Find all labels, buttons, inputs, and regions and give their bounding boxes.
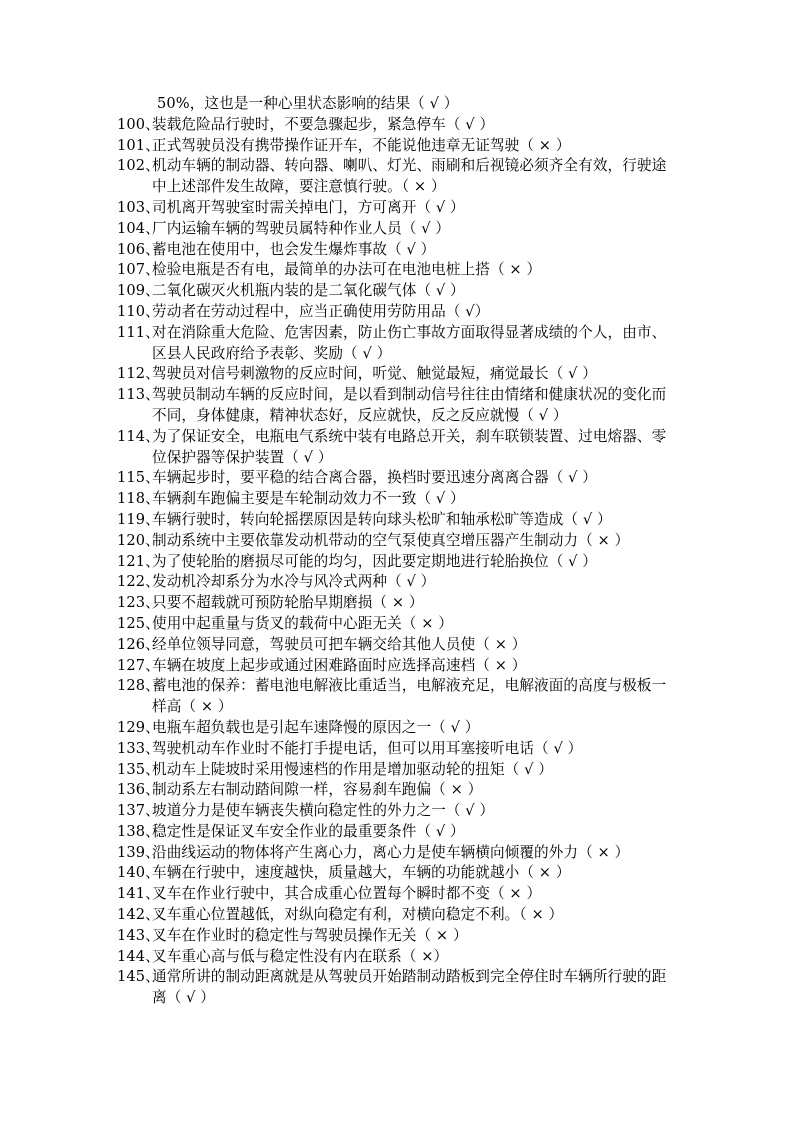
item-text: 通常所讲的制动距离就是从驾驶员开始踏制动踏板到完全停住时车辆所行驶的距离（ √ ） <box>152 968 667 1007</box>
item-text: 稳定性是保证叉车安全作业的最重要条件（ √ ） <box>152 822 465 840</box>
item-number: 100、 <box>117 115 160 133</box>
item-text: 车辆起步时，要平稳的结合离合器，换档时要迅速分离离合器（ √ ） <box>152 469 597 487</box>
item-number: 111、 <box>117 323 160 341</box>
item-number: 101、 <box>117 136 160 154</box>
list-item <box>117 115 677 136</box>
list-item <box>117 947 677 968</box>
item-number: 112、 <box>117 365 160 383</box>
list-item <box>117 156 677 198</box>
item-number: 143、 <box>117 926 160 944</box>
item-text: 为了保证安全，电瓶电气系统中装有电路总开关，刹车联锁装置、过电熔器、零位保护器等保护装置（ √ ） <box>152 427 667 466</box>
item-number: 137、 <box>117 802 160 820</box>
item-number: 109、 <box>117 282 160 300</box>
list-item <box>117 489 677 510</box>
list-item <box>117 468 677 489</box>
item-number: 128、 <box>117 677 160 695</box>
list-item <box>117 136 677 157</box>
item-text: 叉车重心位置越低，对纵向稳定有利，对横向稳定不利。（ × ） <box>152 906 564 924</box>
item-number: 123、 <box>117 594 160 612</box>
item-text: 机动车辆的制动器、转向器、喇叭、灯光、雨刷和后视镜必须齐全有效，行驶途中上述部件发生故障，要注意慎行驶。（ × ） <box>152 157 667 196</box>
list-item <box>117 281 677 302</box>
list-item <box>117 780 677 801</box>
item-text: 叉车重心高与低与稳定性没有内在联系（ ×） <box>152 947 449 965</box>
item-text: 坡道分力是使车辆丧失横向稳定性的外力之一（ √ ） <box>152 802 495 820</box>
item-number: 115、 <box>117 469 160 487</box>
item-number: 141、 <box>117 885 160 903</box>
item-number: 119、 <box>117 510 160 528</box>
item-number: 126、 <box>117 635 160 653</box>
item-number: 129、 <box>117 718 160 736</box>
item-text: 车辆刹车跑偏主要是车轮制动效力不一致（ √ ） <box>152 490 465 508</box>
item-number: 121、 <box>117 552 160 570</box>
item-text: 正式驾驶员没有携带操作证开车，不能说他违章无证驾驶（ × ） <box>152 136 571 154</box>
item-text: 50%，这也是一种心里状态影响的结果（ √ ） <box>157 95 459 112</box>
item-number: 122、 <box>117 573 160 591</box>
list-item <box>117 302 677 323</box>
list-item <box>117 240 677 261</box>
item-text: 经单位领导同意，驾驶员可把车辆交给其他人员使（ × ） <box>152 635 527 653</box>
list-item <box>117 531 677 552</box>
item-number: 106、 <box>117 240 160 258</box>
list-item <box>117 905 677 926</box>
list-item <box>117 863 677 884</box>
list-item <box>117 926 677 947</box>
item-text: 司机离开驾驶室时需关掉电门，方可离开（ √ ） <box>152 198 465 216</box>
item-text: 装载危险品行驶时，不要急骤起步，紧急停车（ √ ） <box>152 115 495 133</box>
item-text: 为了使轮胎的磨损尽可能的均匀，因此要定期地进行轮胎换位（ √ ） <box>152 552 597 570</box>
list-item <box>117 510 677 531</box>
list-item <box>117 198 677 219</box>
item-text: 沿曲线运动的物体将产生离心力，离心力是使车辆横向倾覆的外力（ × ） <box>152 843 630 861</box>
item-text: 蓄电池在使用中，也会发生爆炸事故（ √ ） <box>152 240 436 258</box>
item-number: 144、 <box>117 947 160 965</box>
item-text: 驾驶员制动车辆的反应时间，是以看到制动信号往往由情绪和健康状况的变化而不同，身体健康，精神状态好，反应就快，反之反应就慢（ √ ） <box>152 386 667 424</box>
item-number: 135、 <box>117 760 160 778</box>
list-item <box>117 385 677 427</box>
list-item <box>117 822 677 843</box>
item-text: 厂内运输车辆的驾驶员属特种作业人员（ √ ） <box>152 219 451 237</box>
list-item <box>117 656 677 677</box>
list-item <box>117 739 677 760</box>
item-number: 104、 <box>117 219 160 237</box>
item-text: 使用中起重量与货叉的载荷中心距无关（ × ） <box>152 614 453 632</box>
item-number: 125、 <box>117 614 160 632</box>
item-text: 检验电瓶是否有电，最简单的办法可在电池电桩上搭（ × ） <box>152 261 542 279</box>
item-text: 制动系左右制动踏间隙一样，容易刹车跑偏（ × ） <box>152 781 483 799</box>
list-item <box>117 364 677 385</box>
item-number: 110、 <box>117 302 160 320</box>
item-text: 制动系统中主要依靠发动机带动的空气泵使真空增压器产生制动力（ × ） <box>152 531 630 549</box>
item-number: 139、 <box>117 843 160 861</box>
item-number: 142、 <box>117 906 160 924</box>
item-text: 电瓶车超负载也是引起车速降慢的原因之一（ √ ） <box>152 718 480 736</box>
item-number: 136、 <box>117 781 160 799</box>
item-number: 103、 <box>117 198 160 216</box>
item-number: 133、 <box>117 739 160 757</box>
list-item <box>117 572 677 593</box>
item-text: 二氧化碳灭火机瓶内装的是二氧化碳气体（ √ ） <box>152 282 465 300</box>
list-item <box>117 552 677 573</box>
item-text: 只要不超载就可预防轮胎早期磨损（ × ） <box>152 594 424 612</box>
list-item <box>117 843 677 864</box>
list-item <box>117 676 677 718</box>
question-list <box>117 94 677 1009</box>
item-text: 发动机冷却系分为水冷与风冷式两种（ √ ） <box>152 573 436 591</box>
item-text: 蓄电池的保养：蓄电池电解液比重适当，电解液充足，电解液面的高度与极板一样高（ × ） <box>152 677 667 716</box>
list-item <box>117 260 677 281</box>
item-number: 114、 <box>117 427 160 445</box>
item-text: 车辆在坡度上起步或通过困难路面时应选择高速档（ × ） <box>152 656 527 674</box>
item-number: 107、 <box>117 261 160 279</box>
list-item <box>117 219 677 240</box>
list-item <box>117 614 677 635</box>
list-item <box>117 593 677 614</box>
item-number: 145、 <box>117 968 160 986</box>
item-text: 车辆在行驶中，速度越快，质量越大，车辆的功能就越小（ × ） <box>152 864 571 882</box>
list-item <box>117 427 677 469</box>
list-item <box>117 94 677 115</box>
list-item <box>117 801 677 822</box>
item-number: 113、 <box>117 386 160 404</box>
item-text: 驾驶员对信号刺激物的反应时间，听觉、触觉最短，痛觉最长（ √ ） <box>152 365 597 383</box>
item-text: 驾驶机动车作业时不能打手提电话，但可以用耳塞接听电话（ √ ） <box>152 739 583 757</box>
item-text: 机动车上陡坡时采用慢速档的作用是增加驱动轮的扭矩（ √ ） <box>152 760 553 778</box>
item-number: 127、 <box>117 656 160 674</box>
item-number: 102、 <box>117 157 160 175</box>
item-text: 叉车在作业行驶中，其合成重心位置每个瞬时都不变（ × ） <box>152 885 542 903</box>
item-number: 140、 <box>117 864 160 882</box>
item-text: 对在消除重大危险、危害因素，防止伤亡事故方面取得显著成绩的个人，由市、区县人民政府给予表彰、奖励（ √ ） <box>152 323 667 362</box>
item-text: 车辆行驶时，转向轮摇摆原因是转向球头松旷和轴承松旷等造成（ √ ） <box>152 510 612 528</box>
list-item <box>117 718 677 739</box>
item-text: 叉车在作业时的稳定性与驾驶员操作无关（ × ） <box>152 926 468 944</box>
list-item <box>117 323 677 365</box>
list-item <box>117 884 677 905</box>
item-number: 138、 <box>117 822 160 840</box>
list-item <box>117 760 677 781</box>
list-item <box>117 967 677 1009</box>
item-number: 120、 <box>117 531 160 549</box>
item-text: 劳动者在劳动过程中，应当正确使用劳防用品（ √） <box>152 302 490 320</box>
list-item <box>117 635 677 656</box>
item-number: 118、 <box>117 490 160 508</box>
